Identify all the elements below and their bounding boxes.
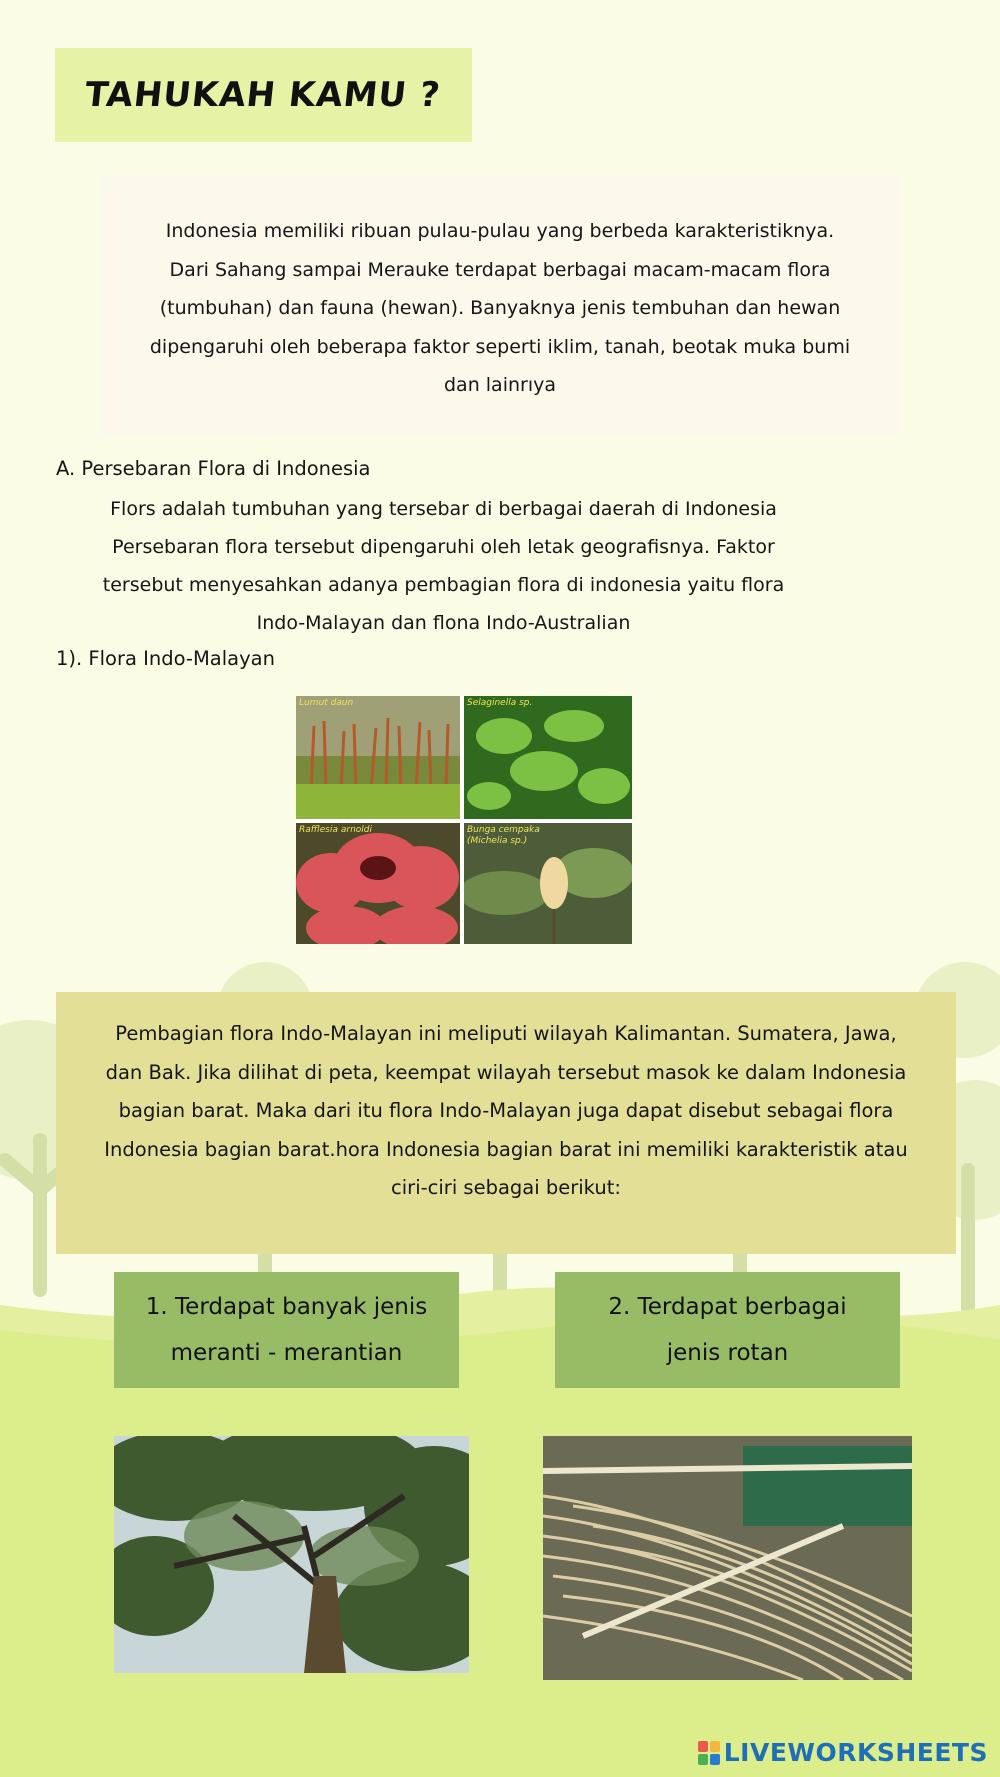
rafflesia-label: Rafflesia arnoldi xyxy=(299,825,373,835)
flora-line: tersebut menyesahkan adanya pembagian flora di indonesia yaitu flora xyxy=(102,574,785,596)
info-line: dan Bak. Jika dilihat di peta, keempat wilayah tersebut masok ke dalam Indonesia xyxy=(105,1060,907,1084)
characteristic-point-1 xyxy=(114,1272,459,1388)
flora-line: Flors adalah tumbuhan yang tersebar di berbagai daerah di Indonesia xyxy=(110,498,777,520)
info-line: ciri-ciri sebagai berikut: xyxy=(391,1176,621,1199)
info-paragraph xyxy=(56,1015,956,1208)
logo-square xyxy=(698,1741,708,1752)
info-line: Pembagian flora Indo-Malayan ini meliputi wilayah Kalimantan. Sumatera, Jawa, xyxy=(115,1022,897,1045)
rafflesia-photo xyxy=(296,823,460,944)
section-heading-flora: A. Persebaran Flora di Indonesia xyxy=(56,457,371,480)
cempaka-label: Bunga cempaka (Michelia sp.) xyxy=(467,825,540,846)
intro-line: Indonesia memiliki ribuan pulau-pulau yang berbeda karakteristiknya. xyxy=(165,220,835,242)
intro-paragraph xyxy=(100,212,900,405)
intro-line: dipengaruhi oleh beberapa faktor seperti iklim, tanah, beotak muka bumi xyxy=(149,335,851,358)
meranti-tree-photo xyxy=(114,1436,469,1673)
flora-line: Persebaran flora tersebut dipengaruhi oleh letak geografisnya. Faktor xyxy=(112,536,775,558)
liveworksheets-logo-icon xyxy=(698,1741,720,1765)
liveworksheets-watermark xyxy=(698,1738,988,1767)
logo-square xyxy=(710,1741,720,1752)
logo-square xyxy=(698,1754,708,1765)
intro-line: Dari Sahang sampai Merauke terdapat berbagai macam-macam flora xyxy=(169,258,831,281)
characteristic-point-2 xyxy=(555,1272,900,1388)
point-1-line-2: meranti - merantian xyxy=(170,1340,403,1366)
intro-line: (tumbuhan) dan fauna (hewan). Banyaknya jenis tembuhan dan hewan xyxy=(159,297,841,319)
logo-square xyxy=(710,1754,720,1765)
rattan-photo xyxy=(543,1436,912,1680)
title-banner xyxy=(55,48,472,142)
indo-malayan-info-panel xyxy=(56,992,956,1254)
cempaka-photo xyxy=(464,823,632,944)
point-2-line-1: 2. Terdapat berbagai xyxy=(608,1294,847,1320)
sub-heading-indo-malayan: 1). Flora Indo-Malayan xyxy=(56,647,275,670)
selaginella-photo xyxy=(464,696,632,819)
intro-panel xyxy=(100,177,900,435)
selaginella-label: Selaginella sp. xyxy=(467,698,533,708)
point-1-line-1: 1. Terdapat banyak jenis xyxy=(145,1294,428,1320)
moss-label: Lumut daun xyxy=(299,698,354,708)
info-line: bagian barat. Maka dari itu flora Indo-Malayan juga dapat disebut sebagai flora xyxy=(118,1099,894,1122)
watermark-text: LIVEWORKSHEETS xyxy=(723,1738,988,1767)
flora-photo-collage xyxy=(296,696,632,944)
moss-photo xyxy=(296,696,460,819)
intro-line: dan lainrıya xyxy=(443,374,556,396)
flora-paragraph xyxy=(55,490,832,642)
page-title: TAHUKAH KAMU ? xyxy=(82,75,443,115)
flora-line: Indo-Malayan dan flona Indo-Australian xyxy=(256,612,631,634)
point-2-line-2: jenis rotan xyxy=(666,1340,789,1366)
info-line: Indonesia bagian barat.hora Indonesia bagian barat ini memiliki karakteristik atau xyxy=(104,1137,908,1161)
